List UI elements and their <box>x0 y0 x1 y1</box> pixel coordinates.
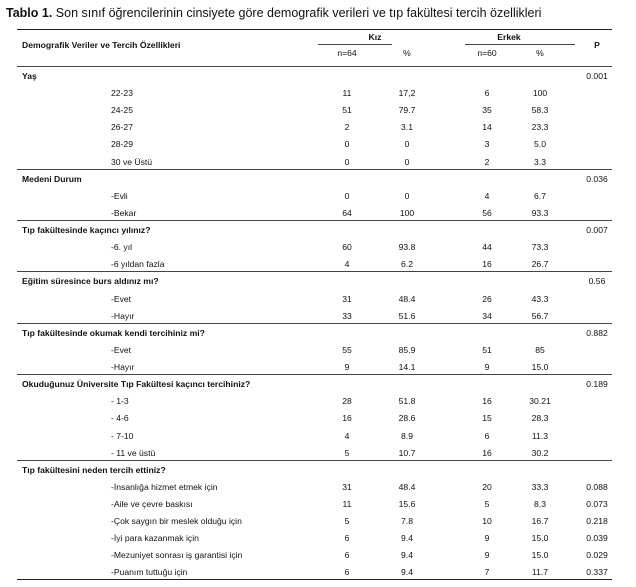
erkek-percent: 15.0 <box>531 362 549 373</box>
item-p-value: 0.088 <box>586 481 608 492</box>
kiz-count: 5 <box>344 447 350 458</box>
kiz-percent: 0 <box>404 156 410 167</box>
item-label: 22-23 <box>111 88 133 99</box>
erkek-count: 35 <box>482 105 492 116</box>
kiz-percent: 28.6 <box>398 413 416 424</box>
kiz-count: 2 <box>344 122 350 133</box>
erkek-count: 10 <box>482 516 492 527</box>
kiz-count: 55 <box>342 344 352 355</box>
header-n-erkek: n=60 <box>477 48 497 58</box>
section-p-value: 0.189 <box>586 379 608 390</box>
erkek-count: 6 <box>484 430 490 441</box>
section-p-value: 0.56 <box>588 276 606 287</box>
erkek-percent: 15.0 <box>531 550 549 561</box>
item-label: -Evli <box>111 190 128 201</box>
item-label: -Evet <box>111 344 132 355</box>
item-label: - 11 ve üstü <box>111 447 156 458</box>
section-label: Medeni Durum <box>22 173 82 184</box>
item-label: 30 ve Üstü <box>111 156 153 167</box>
item-p-value: 0.029 <box>586 550 608 561</box>
kiz-percent: 85.9 <box>398 344 416 355</box>
kiz-group-rule <box>318 44 392 45</box>
kiz-count: 16 <box>342 413 352 424</box>
item-label: 28-29 <box>111 139 133 150</box>
header-first-column: Demografik Veriler ve Tercih Özellikleri <box>22 40 181 50</box>
section-label: Tıp fakültesinde okumak kendi tercihiniz mi? <box>22 327 205 338</box>
kiz-count: 51 <box>342 105 352 116</box>
erkek-percent: 11.7 <box>531 567 549 578</box>
table-caption <box>6 6 541 20</box>
erkek-count: 9 <box>484 362 490 373</box>
section-divider <box>17 374 612 375</box>
section-p-value: 0.036 <box>586 173 608 184</box>
section-label: Tıp fakültesini neden tercih ettiniz? <box>22 464 166 475</box>
erkek-percent: 26.7 <box>531 259 549 270</box>
erkek-percent: 15.0 <box>531 533 549 544</box>
header-n-kiz: n=64 <box>337 48 357 58</box>
kiz-count: 0 <box>344 139 350 150</box>
kiz-count: 0 <box>344 156 350 167</box>
kiz-count: 11 <box>342 499 352 509</box>
erkek-count: 51 <box>482 344 492 355</box>
item-label: 24-25 <box>111 105 133 116</box>
erkek-percent: 11.3 <box>531 430 549 441</box>
erkek-count: 44 <box>482 242 492 253</box>
kiz-percent: 8.9 <box>401 430 413 441</box>
erkek-percent: 56.7 <box>531 310 549 321</box>
erkek-count: 7 <box>484 567 490 578</box>
kiz-count: 33 <box>342 310 352 321</box>
kiz-percent: 10.7 <box>398 447 416 458</box>
erkek-percent: 16.7 <box>531 516 549 527</box>
item-label: -İyi para kazanmak için <box>111 533 199 544</box>
erkek-percent: 30.21 <box>529 396 551 407</box>
section-label: Eğitim süresince burs aldınız mı? <box>22 276 159 287</box>
item-label: -İnsanlığa hizmet etmek için <box>111 481 218 492</box>
item-p-value: 0.218 <box>586 516 608 527</box>
table-top-rule <box>17 29 612 30</box>
item-label: -Bekar <box>111 207 137 218</box>
erkek-count: 6 <box>484 88 490 99</box>
erkek-percent: 6.7 <box>534 190 546 201</box>
erkek-count: 20 <box>482 481 492 492</box>
erkek-percent: 28.3 <box>531 413 549 424</box>
kiz-percent: 51.8 <box>398 396 416 407</box>
item-label: -Evet <box>111 293 132 304</box>
erkek-percent: 3.3 <box>534 156 546 167</box>
section-p-value: 0.007 <box>586 225 608 236</box>
kiz-count: 6 <box>344 550 350 561</box>
item-label: - 7-10 <box>111 430 134 441</box>
item-p-value: 0.337 <box>586 567 608 578</box>
erkek-percent: 33.3 <box>531 481 549 492</box>
header-group-kiz: Kız <box>368 32 382 42</box>
section-p-value: 0.882 <box>586 327 608 338</box>
kiz-percent: 6.2 <box>401 259 413 270</box>
item-label: 26-27 <box>111 122 133 133</box>
erkek-count: 16 <box>482 447 492 458</box>
kiz-percent: 9.4 <box>401 567 413 578</box>
erkek-count: 14 <box>482 122 492 133</box>
item-label: -6 yıldan fazla <box>111 259 165 270</box>
erkek-percent: 100 <box>532 88 548 99</box>
kiz-percent: 14.1 <box>398 362 416 373</box>
item-p-value: 0.073 <box>586 499 608 509</box>
erkek-count: 34 <box>482 310 492 321</box>
kiz-percent: 0 <box>404 139 410 150</box>
item-label: -Mezuniyet sonrası iş garantisi için <box>111 550 243 561</box>
kiz-percent: 7.8 <box>401 516 413 527</box>
header-p: P <box>594 40 600 50</box>
erkek-count: 56 <box>482 207 492 218</box>
section-divider <box>17 460 612 461</box>
table-bottom-rule <box>17 579 612 580</box>
erkek-count: 9 <box>484 533 490 544</box>
kiz-count: 0 <box>344 190 350 201</box>
erkek-group-rule <box>465 44 575 45</box>
header-pct-kiz: % <box>403 48 411 58</box>
section-label: Yaş <box>22 71 37 81</box>
item-label: -Hayır <box>111 362 135 373</box>
caption-label: Tablo 1. <box>6 6 53 20</box>
erkek-percent: 73.3 <box>531 242 549 253</box>
erkek-count: 4 <box>484 190 490 201</box>
section-divider <box>17 323 612 324</box>
erkek-count: 9 <box>484 550 490 561</box>
kiz-count: 5 <box>344 516 350 527</box>
item-label: -Aile ve çevre baskısı <box>111 499 193 509</box>
kiz-percent: 9.4 <box>401 533 413 544</box>
section-divider <box>17 220 612 221</box>
section-divider <box>17 271 612 272</box>
erkek-count: 16 <box>482 259 492 270</box>
erkek-percent: 8.3 <box>534 499 546 509</box>
caption-text: Son sınıf öğrencilerinin cinsiyete göre demografik verileri ve tıp fakültesi tercih özellikleri <box>52 6 542 20</box>
section-divider <box>17 169 612 170</box>
kiz-count: 60 <box>342 242 352 253</box>
erkek-count: 15 <box>482 413 492 424</box>
erkek-percent: 85 <box>535 344 545 355</box>
header-group-erkek: Erkek <box>497 32 521 42</box>
kiz-count: 64 <box>342 207 352 218</box>
kiz-percent: 100 <box>399 207 415 218</box>
erkek-percent: 93.3 <box>531 207 549 218</box>
section-label: Okuduğunuz Üniversite Tıp Fakültesi kaçıncı tercihiniz? <box>22 379 251 390</box>
kiz-count: 31 <box>342 481 352 492</box>
demographics-table <box>17 29 612 580</box>
kiz-percent: 9.4 <box>401 550 413 561</box>
kiz-count: 4 <box>344 259 350 270</box>
kiz-percent: 3.1 <box>401 122 413 133</box>
item-label: - 4-6 <box>111 413 129 424</box>
kiz-percent: 0 <box>404 190 410 201</box>
kiz-count: 9 <box>344 362 350 373</box>
kiz-count: 11 <box>342 88 352 99</box>
section-p-value: 0.001 <box>586 71 608 81</box>
kiz-percent: 15.6 <box>398 499 416 509</box>
erkek-count: 16 <box>482 396 492 407</box>
erkek-percent: 30.2 <box>531 447 549 458</box>
kiz-count: 6 <box>344 533 350 544</box>
item-p-value: 0.039 <box>586 533 608 544</box>
item-label: -6. yıl <box>111 242 133 253</box>
kiz-percent: 48.4 <box>398 481 416 492</box>
erkek-count: 3 <box>484 139 490 150</box>
erkek-percent: 43.3 <box>531 293 549 304</box>
kiz-count: 28 <box>342 396 352 407</box>
kiz-percent: 93.8 <box>398 242 416 253</box>
erkek-count: 5 <box>484 499 490 509</box>
header-bottom-rule <box>17 66 612 67</box>
erkek-count: 26 <box>482 293 492 304</box>
erkek-percent: 58.3 <box>531 105 549 116</box>
kiz-count: 31 <box>342 293 352 304</box>
erkek-count: 2 <box>484 156 490 167</box>
header-pct-erkek: % <box>536 48 544 58</box>
kiz-percent: 48.4 <box>398 293 416 304</box>
item-label: -Hayır <box>111 310 135 321</box>
section-label: Tıp fakültesinde kaçıncı yılınız? <box>22 225 151 236</box>
kiz-percent: 51.6 <box>398 310 416 321</box>
kiz-percent: 79.7 <box>398 105 416 116</box>
erkek-percent: 23.3 <box>531 122 549 133</box>
kiz-count: 4 <box>344 430 350 441</box>
item-label: -Çok saygın bir meslek olduğu için <box>111 516 242 527</box>
item-label: -Puanım tuttuğu için <box>111 567 188 578</box>
item-label: - 1-3 <box>111 396 129 407</box>
kiz-percent: 17,2 <box>398 88 416 99</box>
erkek-percent: 5.0 <box>534 139 546 150</box>
kiz-count: 6 <box>344 567 350 578</box>
